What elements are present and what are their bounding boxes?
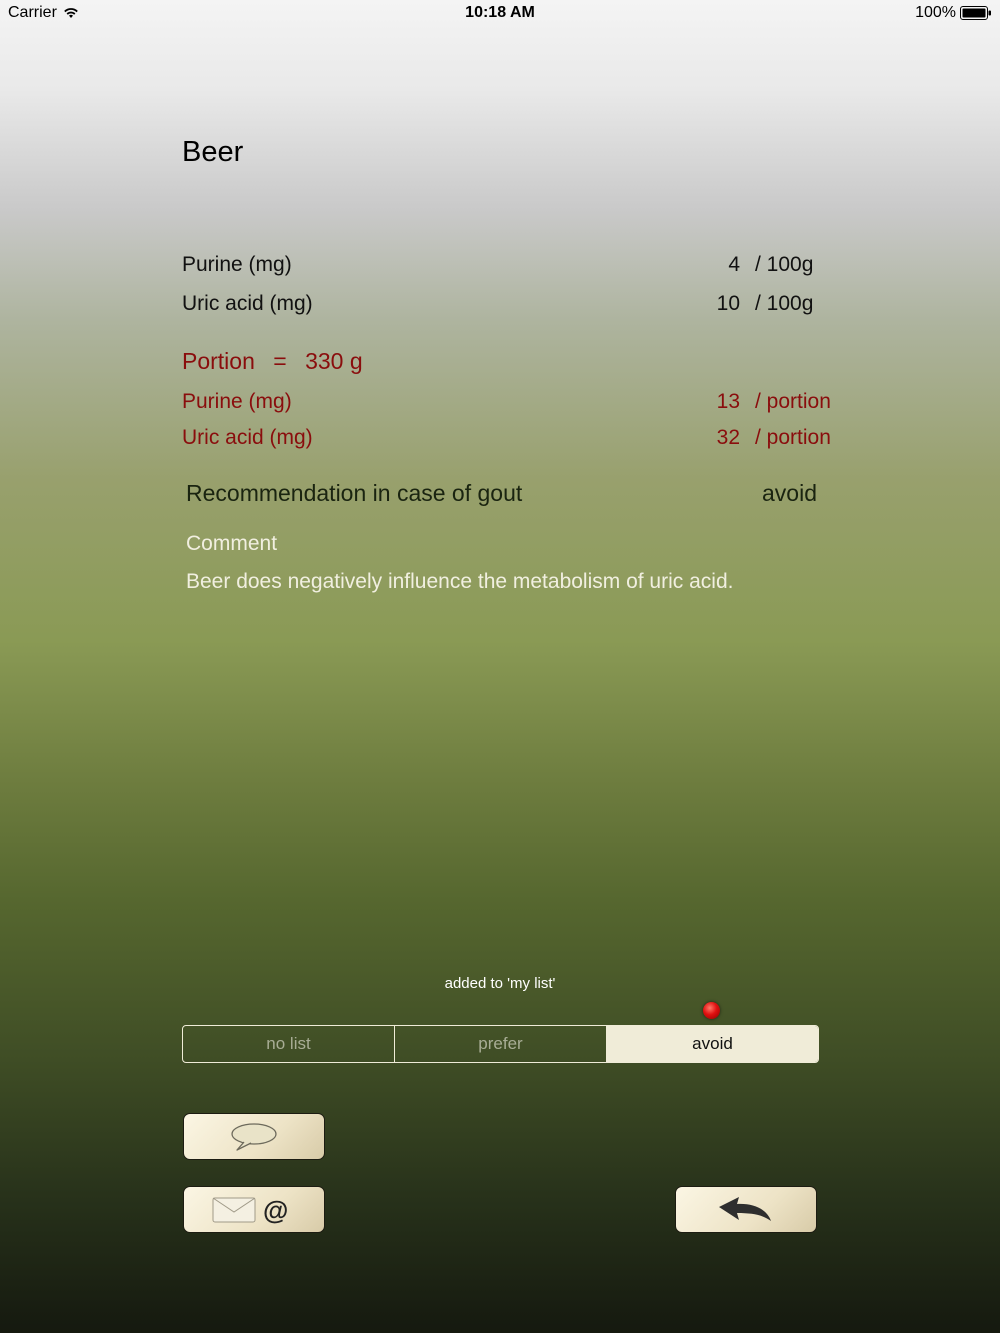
portion-eq: = xyxy=(273,348,287,374)
back-button[interactable] xyxy=(675,1186,817,1233)
list-segmented-control[interactable] xyxy=(182,1025,819,1063)
portion-line xyxy=(182,348,363,375)
purine-value: 4 xyxy=(728,253,740,276)
speech-bubble-icon xyxy=(229,1122,279,1152)
recommendation-value: avoid xyxy=(762,480,817,506)
portion-value: 330 g xyxy=(305,348,363,374)
portion-uric-value: 32 xyxy=(716,426,740,449)
portion-label: Portion xyxy=(182,348,255,374)
uric-acid-unit: / 100g xyxy=(755,292,814,315)
selected-indicator-dot xyxy=(703,1002,720,1019)
list-status-text: added to 'my list' xyxy=(444,975,556,992)
comment-button[interactable] xyxy=(183,1113,325,1160)
purine-label: Purine (mg) xyxy=(182,253,292,276)
email-button[interactable] xyxy=(183,1186,325,1233)
back-arrow-icon xyxy=(715,1193,777,1227)
portion-purine-value: 13 xyxy=(716,390,740,413)
portion-uric-label: Uric acid (mg) xyxy=(182,426,313,449)
segment-no-list[interactable]: no list xyxy=(266,1034,311,1053)
comment-text: Beer does negatively influence the metabolism of uric acid. xyxy=(186,570,734,593)
portion-uric-unit: / portion xyxy=(755,426,831,449)
purine-unit: / 100g xyxy=(755,253,814,276)
portion-purine-unit: / portion xyxy=(755,390,831,413)
status-time: 10:18 AM xyxy=(465,4,535,21)
food-title: Beer xyxy=(182,136,244,168)
battery-label: 100% xyxy=(915,4,956,21)
portion-purine-label: Purine (mg) xyxy=(182,390,292,413)
uric-acid-value: 10 xyxy=(716,292,740,315)
status-battery xyxy=(915,4,992,22)
segment-prefer[interactable]: prefer xyxy=(394,1026,606,1062)
mail-at-icon xyxy=(211,1194,297,1226)
carrier-label: Carrier xyxy=(8,4,57,21)
segment-avoid[interactable]: avoid xyxy=(606,1026,818,1062)
battery-icon xyxy=(960,6,992,20)
recommendation-label: Recommendation in case of gout xyxy=(186,480,523,506)
uric-acid-label: Uric acid (mg) xyxy=(182,292,313,315)
svg-text:@: @ xyxy=(263,1194,289,1225)
comment-label: Comment xyxy=(186,532,278,555)
